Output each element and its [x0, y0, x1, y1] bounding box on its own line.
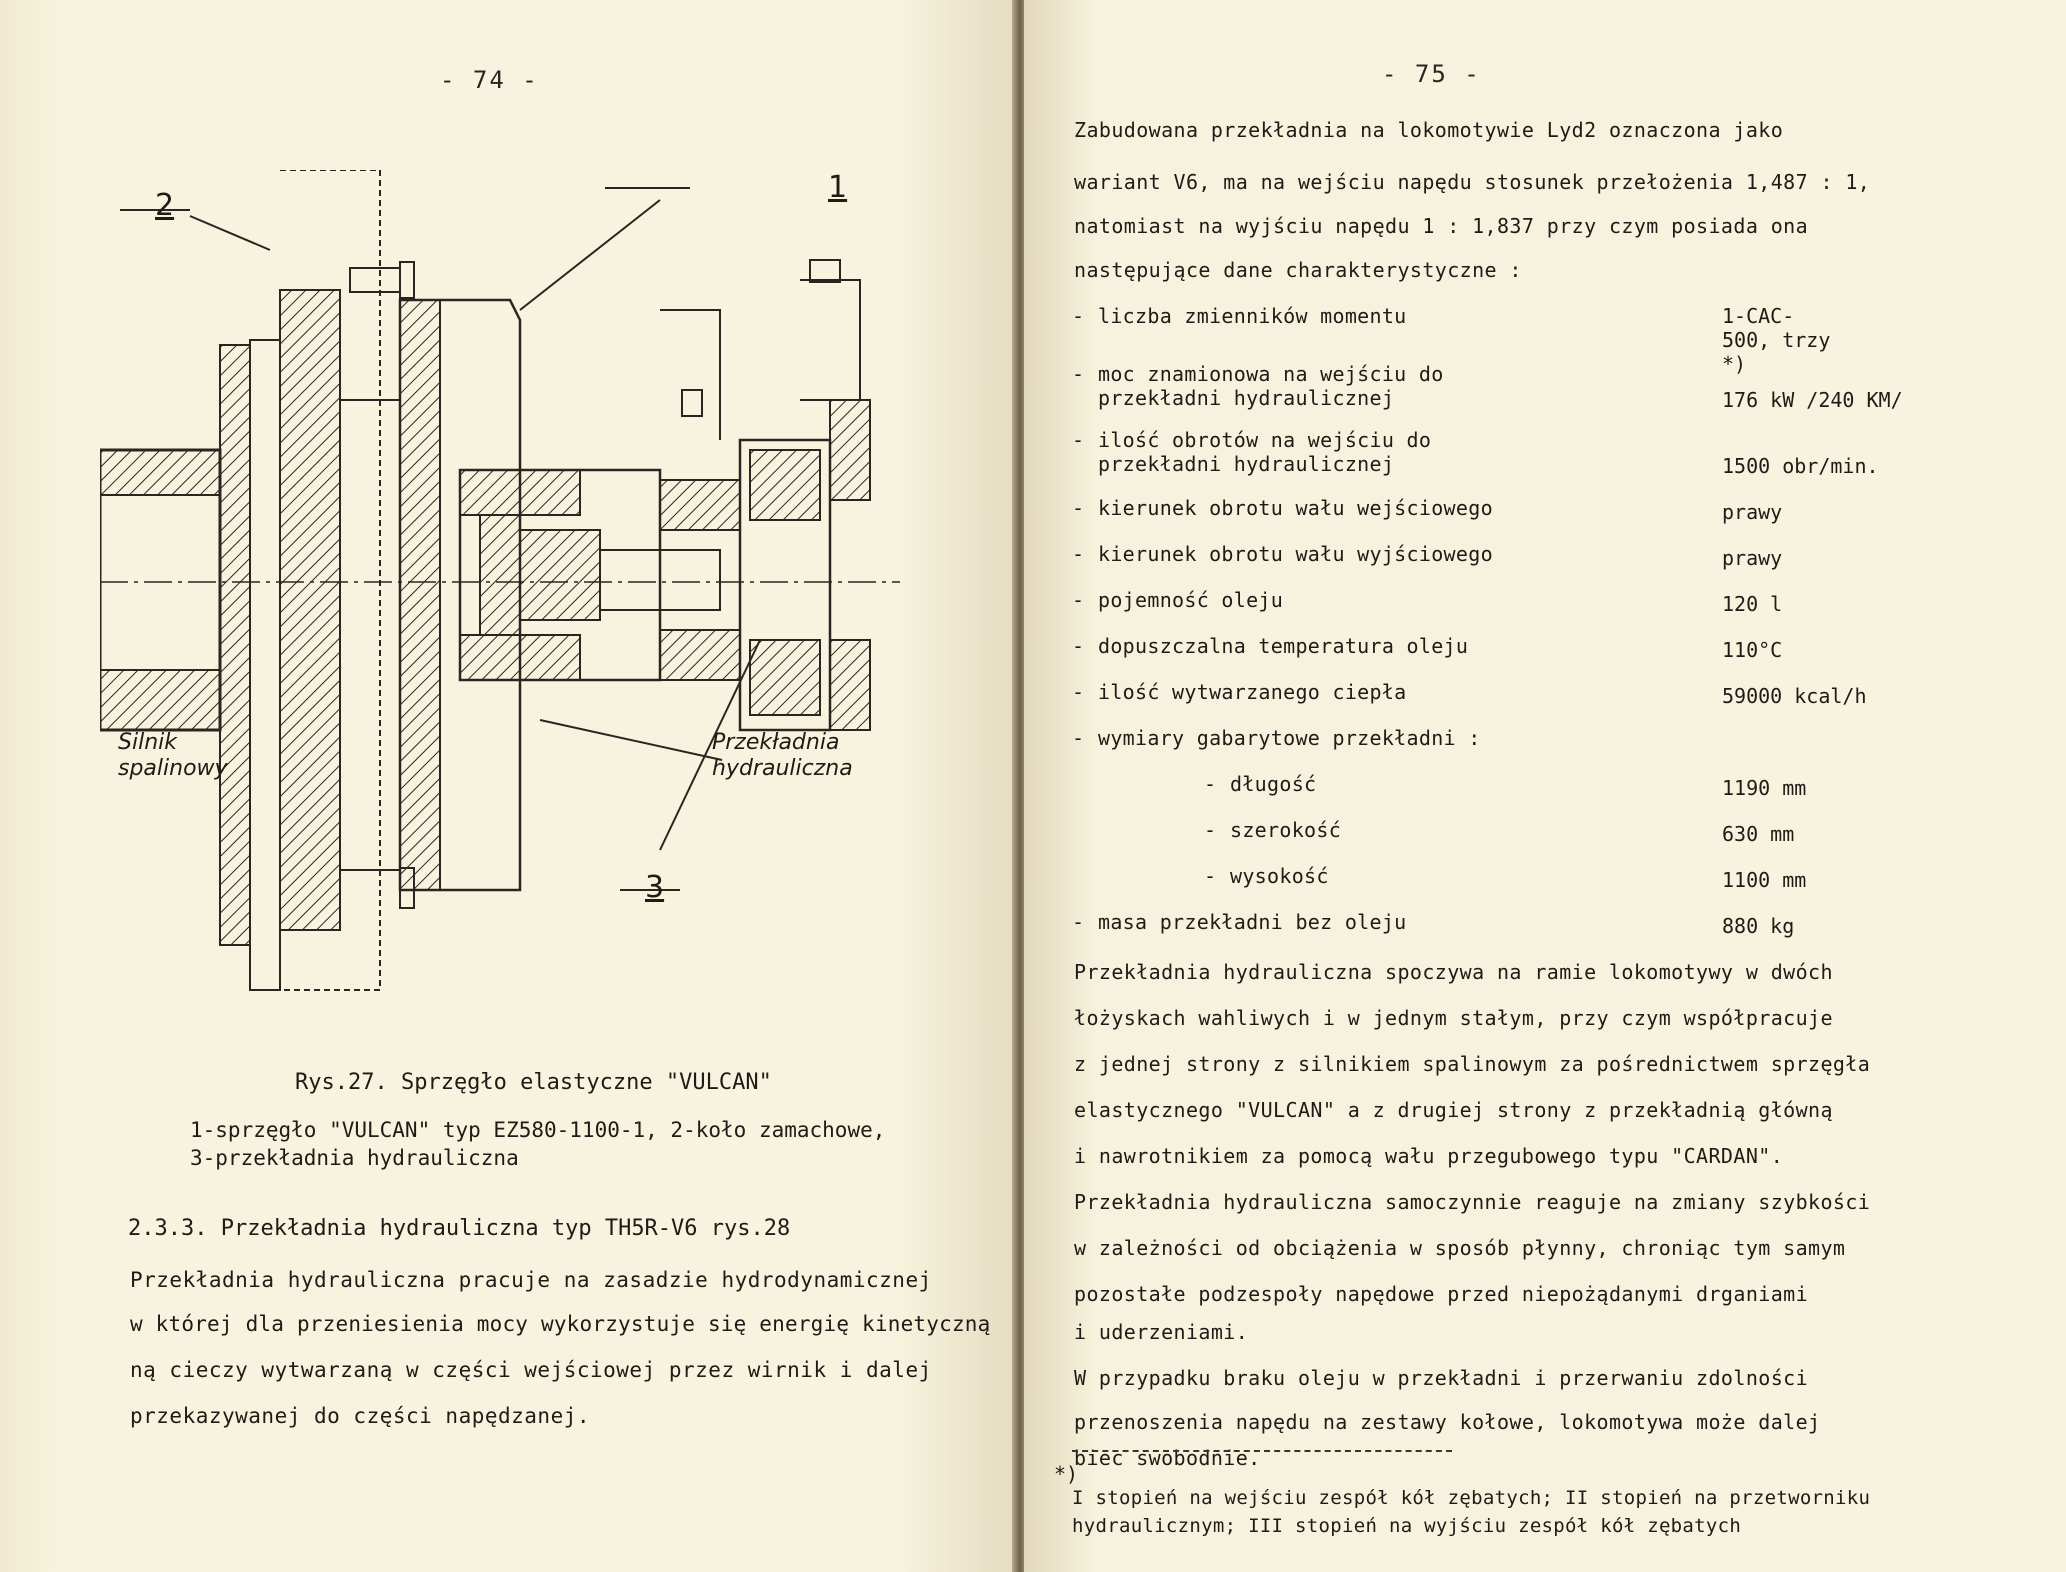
section-title: 2.3.3. Przekładnia hydrauliczna typ TH5R-V6 rys.28 [128, 1216, 791, 1241]
body-line-1: Przekładnia hydrauliczna pracuje na zasadzie hydrodynamicznej [130, 1268, 932, 1292]
body-line: łożyskach wahliwych i w jednym stałym, przy czym współpracuje [1074, 1006, 1833, 1030]
body-line: pozostałe podzespoły napędowe przed niepożądanymi drganiami [1074, 1282, 1809, 1306]
intro-line-3: natomiast na wyjściu napędu 1 : 1,837 przy czym posiada ona [1074, 214, 1809, 238]
spec-value: 176 kW /240 KM/ [1722, 388, 1903, 412]
spec-value: 1100 mm [1722, 868, 1807, 892]
callout-2: 2 [155, 188, 175, 223]
body-line: Przekładnia hydrauliczna spoczywa na ramie lokomotywy w dwóch [1074, 960, 1833, 984]
spec-value: 880 kg [1722, 914, 1795, 938]
spec-value: 120 l [1722, 592, 1783, 616]
spec-label: ilość obrotów na wejściu do przekładni hydraulicznej [1098, 428, 1432, 476]
body-line: przenoszenia napędu na zestawy kołowe, lokomotywa może dalej [1074, 1410, 1821, 1434]
spec-label: pojemność oleju [1098, 588, 1284, 612]
transmission-label: Przekładnia hydrauliczna [712, 730, 853, 781]
left-page [0, 0, 1018, 1572]
footnote-rule [1072, 1450, 1452, 1452]
right-page: - 75 - Zabudowana przekładnia na lokomotywie Lyd2 oznaczona jako wariant V6, ma na wejściu napędu stosunek przełożenia 1,487 : 1, natomiast na wyjściu napędu 1 : 1,837 przy czym posiada ona następujące dane charakterystyczne : - liczba zmienników momentu 1-CAC-500, trzy *) - moc znamionowa na wejściu do przekładni hydraulicznej 176 kW /240 KM/ - ilość obrotów na wejściu do przekładni hydraulicznej 1500 obr/min. - kierunek obrotu wału wejściowego prawy - kierunek obrotu wału wyjściowego prawy - pojemność oleju 120 l - dopuszczalna temperatura oleju 110°C - ilość wytwarzanego ciepła 59000 kcal/h - wymiary gabarytowe przekładni : - długość 1190 mm - szerokość 630 mm - wysokość 1100 mm - masa przekładni bez oleju 880 kg Przekładnia hydrauliczna spoczywa na ramie lokomotywy w dwóch łożyskach wahliwych i w jednym stałym, przy czym współpracuje z jednej strony z silnikiem spalinowym za pośrednictwem sprzęgła elastycznego "VULCAN" a z drugiej strony z przekładnią główną i nawrotnikiem za pomocą wału przegubowego typu "CARDAN". Przekładnia hydrauliczna samoczynnie reaguje na zmiany szybkości w zależności od obciążenia w sposób płynny, chroniąc tym samym pozostałe podzespoły napędowe przed niepożądanymi drganiami i uderzeniami. W przypadku braku oleju w przekładni i przerwaniu zdolności przenoszenia napędu na zestawy kołowe, lokomotywa może dalej biec swobodnie. *) I stopień na wejściu zespół kół zębatych; II stopień na przetworniku hydraulicznym; III stopień na wyjściu zespół kół zębatych [1024, 0, 2066, 1572]
technical-drawing-vulcan-coupling [100, 170, 900, 1000]
body-line: W przypadku braku oleju w przekładni i przerwaniu zdolności [1074, 1366, 1809, 1390]
spec-value: 1190 mm [1722, 776, 1807, 800]
spec-value: prawy [1722, 500, 1783, 524]
body-line: biec swobodnie. [1074, 1446, 1261, 1470]
body-line: elastycznego "VULCAN" a z drugiej strony z przekładnią główną [1074, 1098, 1833, 1122]
body-line: Przekładnia hydrauliczna samoczynnie reaguje na zmiany szybkości [1074, 1190, 1871, 1214]
intro-line-4: następujące dane charakterystyczne : [1074, 258, 1522, 282]
spec-label: wymiary gabarytowe przekładni : [1098, 726, 1481, 750]
spec-label: moc znamionowa na wejściu do przekładni hydraulicznej [1098, 362, 1444, 410]
spec-label: ilość wytwarzanego ciepła [1098, 680, 1407, 704]
spec-label: długość [1230, 772, 1317, 796]
figure-caption: Rys.27. Sprzęgło elastyczne "VULCAN" [295, 1070, 772, 1095]
body-line: i uderzeniami. [1074, 1320, 1249, 1344]
intro-line-1: Zabudowana przekładnia na lokomotywie Lyd2 oznaczona jako [1074, 118, 1784, 142]
page-number-right: - 75 - [1382, 60, 1481, 88]
spec-label: kierunek obrotu wału wejściowego [1098, 496, 1493, 520]
spec-value: 59000 kcal/h [1722, 684, 1867, 708]
spec-label: szerokość [1230, 818, 1342, 842]
intro-line-2: wariant V6, ma na wejściu napędu stosunek przełożenia 1,487 : 1, [1074, 170, 1871, 194]
legend-line-2: 3-przekładnia hydrauliczna [190, 1146, 519, 1170]
body-line: i nawrotnikiem za pomocą wału przegubowego typu "CARDAN". [1074, 1144, 1784, 1168]
spec-label: kierunek obrotu wału wyjściowego [1098, 542, 1493, 566]
spec-value: 110°C [1722, 638, 1783, 662]
callout-1: 1 [828, 170, 848, 205]
spec-label: wysokość [1230, 864, 1329, 888]
body-line: z jednej strony z silnikiem spalinowym za pośrednictwem sprzęgła [1074, 1052, 1871, 1076]
spec-label: liczba zmienników momentu [1098, 304, 1407, 328]
engine-label: Silnik spalinowy [118, 730, 228, 781]
spec-value: prawy [1722, 546, 1783, 570]
body-line-4: przekazywanej do części napędzanej. [130, 1404, 591, 1428]
spec-label: masa przekładni bez oleju [1098, 910, 1407, 934]
callout-3: 3 [645, 870, 665, 905]
footnote-mark: *) [1054, 1462, 1079, 1486]
body-line-2: w której dla przeniesienia mocy wykorzystuje się energię kinetyczną [130, 1312, 991, 1336]
spec-value: 1500 obr/min. [1722, 454, 1879, 478]
legend-line-1: 1-sprzęgło "VULCAN" typ EZ580-1100-1, 2-koło zamachowe, [190, 1118, 886, 1142]
footnote-text: I stopień na wejściu zespół kół zębatych; II stopień na przetworniku hydraulicznym; III stopień na wyjściu zespół kół zębatych [1072, 1487, 1871, 1537]
page-number-left: - 74 - [440, 66, 539, 94]
cross-section-drawing [100, 170, 900, 1000]
body-line-3: ną cieczy wytwarzaną w części wejściowej przez wirnik i dalej [130, 1358, 932, 1382]
spec-label: dopuszczalna temperatura oleju [1098, 634, 1469, 658]
spec-value: 1-CAC-500, trzy *) [1722, 304, 1831, 376]
spec-value: 630 mm [1722, 822, 1795, 846]
body-line: w zależności od obciążenia w sposób płynny, chroniąc tym samym [1074, 1236, 1846, 1260]
